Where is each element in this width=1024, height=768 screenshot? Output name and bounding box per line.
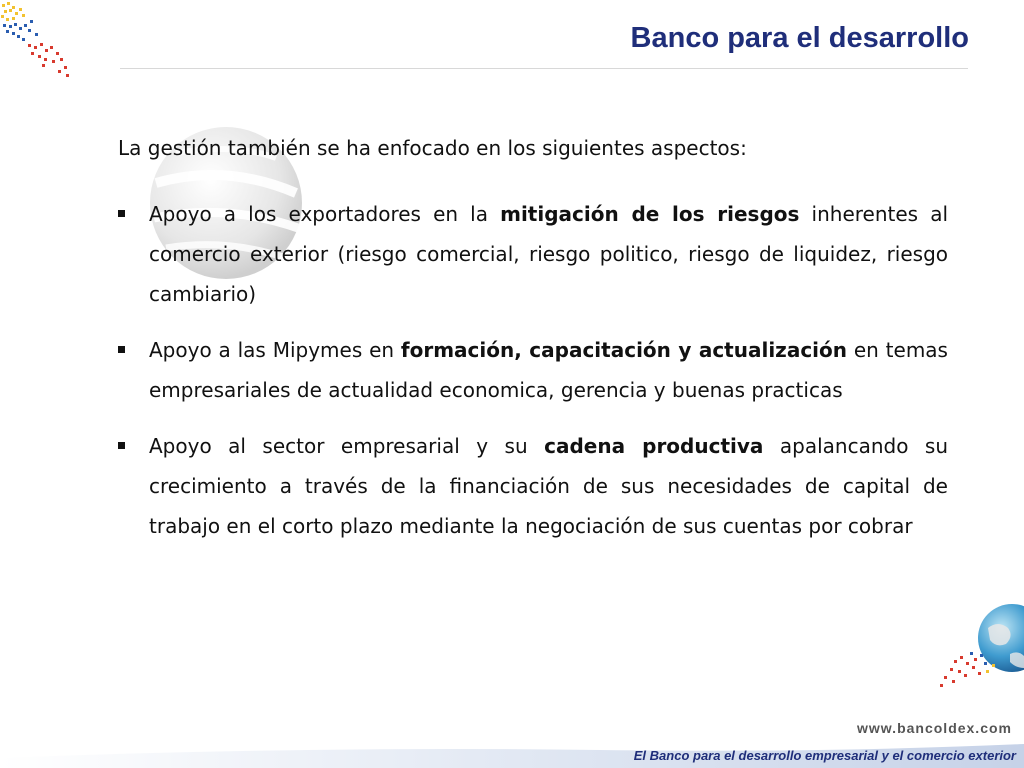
intro-text: La gestión también se ha enfocado en los siguientes aspectos: — [118, 136, 747, 160]
bullet-text: inherentes al comercio exterior (riesgo comercial, riesgo politico, riesgo de liquidez, riesgo cambiario) — [149, 202, 949, 306]
list-item — [118, 426, 948, 546]
bullet-emphasis: formación, capacitación y actualización — [400, 338, 848, 362]
square-bullet-icon — [118, 442, 125, 449]
bullet-text: Apoyo a los exportadores en la — [149, 202, 501, 226]
aspects-list — [118, 194, 948, 546]
footer-tagline: El Banco para el desarrollo empresarial y el comercio exterior — [633, 748, 1016, 763]
bullet-emphasis: cadena productiva — [544, 434, 764, 458]
bullet-emphasis: mitigación de los riesgos — [500, 202, 800, 226]
list-item — [118, 194, 948, 314]
square-bullet-icon — [118, 346, 125, 353]
bullet-text: en temas empresariales de actualidad economica, gerencia y buenas practicas — [149, 338, 948, 402]
list-item — [118, 330, 948, 410]
world-globe-icon — [914, 598, 1024, 708]
title-divider — [120, 68, 968, 69]
bancoldex-logo-icon — [0, 0, 80, 80]
website-link[interactable]: www.bancoldex.com — [857, 720, 1012, 736]
square-bullet-icon — [118, 210, 125, 217]
bullet-text: Apoyo a las Mipymes en — [149, 338, 401, 362]
bullet-text: apalancando su crecimiento a través de la financiación de sus necesidades de capital de trabajo en el corto plazo mediante la negociación de sus cuentas por cobrar — [149, 434, 949, 538]
bullet-text: Apoyo al sector empresarial y su — [149, 434, 545, 458]
slide-body — [118, 128, 948, 562]
slide-title: Banco para el desarrollo — [630, 22, 969, 54]
